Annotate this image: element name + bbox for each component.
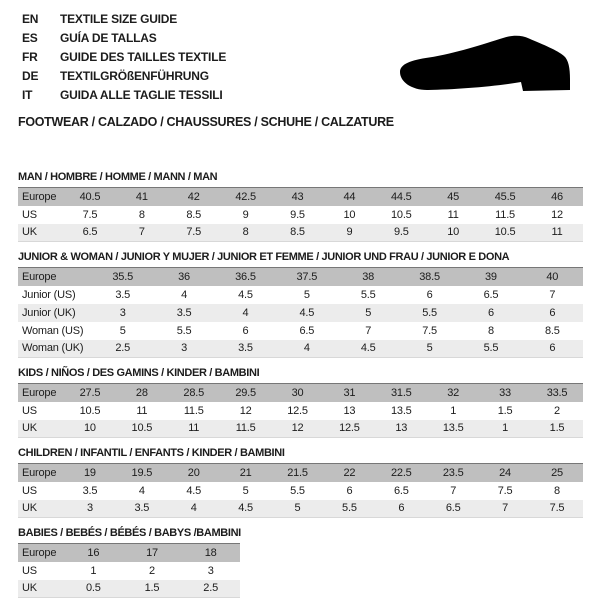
size-table bbox=[18, 543, 240, 598]
size-row-woman-uk bbox=[18, 340, 583, 358]
row-label: Woman (UK) bbox=[22, 342, 84, 355]
size-cell: 25 bbox=[551, 466, 563, 479]
size-cell: 5 bbox=[426, 342, 433, 355]
row-label: Europe bbox=[22, 386, 57, 399]
section-title: MAN / HOMBRE / HOMME / MANN / MAN bbox=[18, 171, 218, 183]
row-label: Europe bbox=[22, 546, 57, 559]
size-cell: 7 bbox=[549, 288, 556, 301]
size-cell: 4 bbox=[181, 288, 188, 301]
size-cell: 5.5 bbox=[342, 502, 357, 515]
size-cell: 40 bbox=[546, 270, 559, 283]
size-cell: 8 bbox=[138, 208, 145, 221]
language-code: EN bbox=[22, 12, 39, 26]
size-cell: 5 bbox=[365, 306, 372, 319]
size-row-us bbox=[18, 562, 240, 580]
size-cell: 4.5 bbox=[238, 502, 253, 515]
size-section bbox=[18, 367, 600, 438]
size-cell: 7.5 bbox=[82, 208, 98, 221]
size-cell: 7 bbox=[502, 502, 509, 515]
size-cell: 12.5 bbox=[339, 422, 360, 435]
size-cell: 29.5 bbox=[235, 386, 256, 399]
size-cell: 23.5 bbox=[442, 466, 464, 479]
row-label: Europe bbox=[22, 190, 57, 203]
size-cell: 5.5 bbox=[290, 484, 305, 497]
size-row-europe bbox=[18, 464, 583, 482]
size-cell: 9.5 bbox=[290, 208, 305, 221]
size-cell: 44.5 bbox=[390, 190, 412, 203]
size-cell: 35.5 bbox=[112, 270, 133, 283]
row-label: UK bbox=[22, 502, 37, 515]
size-cell: 5.5 bbox=[483, 342, 499, 355]
size-cell: 31.5 bbox=[390, 386, 412, 399]
size-cell: 3.5 bbox=[238, 342, 253, 355]
size-cell: 5 bbox=[294, 502, 301, 515]
size-cell: 3.5 bbox=[176, 306, 192, 319]
size-cell: 10.5 bbox=[79, 404, 101, 417]
size-cell: 8 bbox=[487, 324, 494, 337]
size-cell: 19.5 bbox=[131, 466, 153, 479]
size-cell: 33 bbox=[499, 386, 511, 399]
size-cell: 4 bbox=[242, 306, 249, 319]
size-table bbox=[18, 187, 583, 242]
size-row-europe bbox=[18, 188, 583, 206]
size-row-europe bbox=[18, 544, 240, 562]
size-cell: 27.5 bbox=[79, 386, 101, 399]
size-cell: 1.5 bbox=[144, 582, 160, 595]
row-label: UK bbox=[22, 226, 37, 239]
size-cell: 10.5 bbox=[131, 422, 153, 435]
language-code: DE bbox=[22, 69, 39, 83]
size-cell: 36.5 bbox=[235, 270, 256, 283]
size-cell: 3.5 bbox=[82, 484, 98, 497]
size-row-us bbox=[18, 482, 583, 500]
section-title: JUNIOR & WOMAN / JUNIOR Y MUJER / JUNIOR ET FEMME / JUNIOR UND FRAU / JUNIOR E DONA bbox=[18, 251, 510, 263]
size-cell: 20 bbox=[187, 466, 200, 479]
size-cell: 7 bbox=[450, 484, 457, 497]
row-label: Woman (US) bbox=[22, 324, 84, 337]
row-label: UK bbox=[22, 582, 37, 595]
size-cell: 5.5 bbox=[176, 324, 192, 337]
size-cell: 16 bbox=[87, 546, 100, 559]
section-title: BABIES / BEBÉS / BÉBÉS / BABYS /BAMBINI bbox=[18, 527, 241, 539]
size-cell: 30 bbox=[291, 386, 304, 399]
size-cell: 6 bbox=[426, 288, 433, 301]
size-cell: 6.5 bbox=[483, 288, 499, 301]
size-cell: 9 bbox=[242, 208, 249, 221]
size-cell: 4 bbox=[303, 342, 310, 355]
section-title: KIDS / NIÑOS / DES GAMINS / KINDER / BAMBINI bbox=[18, 367, 260, 379]
size-cell: 1 bbox=[90, 564, 97, 577]
size-row-europe bbox=[18, 384, 583, 402]
language-title: GUIDA ALLE TAGLIE TESSILI bbox=[60, 88, 223, 102]
row-label: Junior (US) bbox=[22, 288, 76, 301]
size-row-uk bbox=[18, 580, 240, 598]
row-label: US bbox=[22, 564, 37, 577]
size-cell: 3 bbox=[207, 564, 214, 577]
size-cell: 1 bbox=[502, 422, 509, 435]
size-cell: 45 bbox=[447, 190, 460, 203]
size-cell: 28.5 bbox=[183, 386, 205, 399]
size-cell: 6 bbox=[346, 484, 353, 497]
size-cell: 13 bbox=[395, 422, 408, 435]
size-cell: 7 bbox=[365, 324, 372, 337]
size-cell: 8.5 bbox=[186, 208, 202, 221]
size-cell: 10.5 bbox=[494, 226, 516, 239]
size-row-us bbox=[18, 402, 583, 420]
size-cell: 12 bbox=[291, 422, 304, 435]
size-cell: 5 bbox=[303, 288, 310, 301]
size-cell: 11.5 bbox=[235, 422, 256, 435]
size-cell: 4.5 bbox=[299, 306, 315, 319]
size-cell: 6.5 bbox=[299, 324, 315, 337]
size-cell: 0.5 bbox=[85, 582, 101, 595]
size-cell: 24 bbox=[499, 466, 511, 479]
size-table bbox=[18, 267, 583, 358]
size-cell: 38.5 bbox=[419, 270, 440, 283]
size-cell: 22 bbox=[343, 466, 356, 479]
size-cell: 39 bbox=[485, 270, 497, 283]
size-section bbox=[18, 171, 600, 242]
size-cell: 10 bbox=[84, 422, 96, 435]
size-cell: 9.5 bbox=[393, 226, 409, 239]
size-cell: 8 bbox=[242, 226, 249, 239]
size-cell: 12.5 bbox=[287, 404, 308, 417]
shoe-icon bbox=[398, 35, 572, 93]
size-cell: 7.5 bbox=[497, 484, 513, 497]
size-cell: 19 bbox=[84, 466, 96, 479]
size-cell: 7.5 bbox=[549, 502, 565, 515]
row-label: US bbox=[22, 404, 37, 417]
language-code: FR bbox=[22, 50, 38, 64]
size-cell: 33.5 bbox=[546, 386, 568, 399]
size-cell: 2 bbox=[149, 564, 155, 577]
size-cell: 10 bbox=[343, 208, 356, 221]
size-cell: 38 bbox=[362, 270, 375, 283]
row-label: US bbox=[22, 484, 37, 497]
size-row-junior-us bbox=[18, 286, 583, 304]
size-cell: 17 bbox=[146, 546, 158, 559]
size-cell: 11 bbox=[551, 226, 563, 239]
size-row-woman-us bbox=[18, 322, 583, 340]
size-cell: 11 bbox=[188, 422, 200, 435]
size-cell: 6.5 bbox=[82, 226, 98, 239]
size-cell: 11.5 bbox=[183, 404, 204, 417]
size-section bbox=[18, 527, 600, 598]
category-line: FOOTWEAR / CALZADO / CHAUSSURES / SCHUHE / CALZATURE bbox=[18, 115, 394, 129]
size-cell: 11 bbox=[136, 404, 148, 417]
language-title: TEXTILGRÖßENFÜHRUNG bbox=[60, 69, 209, 83]
size-cell: 6.5 bbox=[393, 484, 409, 497]
language-title: TEXTILE SIZE GUIDE bbox=[60, 12, 178, 26]
size-cell: 10 bbox=[447, 226, 460, 239]
row-label: Europe bbox=[22, 466, 57, 479]
size-cell: 4 bbox=[190, 502, 197, 515]
size-cell: 31 bbox=[343, 386, 356, 399]
size-cell: 1 bbox=[450, 404, 457, 417]
size-cell: 41 bbox=[135, 190, 148, 203]
size-cell: 13 bbox=[343, 404, 356, 417]
size-cell: 42.5 bbox=[235, 190, 256, 203]
size-row-junior-uk bbox=[18, 304, 583, 322]
size-row-us bbox=[18, 206, 583, 224]
size-cell: 2.5 bbox=[203, 582, 218, 595]
size-cell: 8.5 bbox=[544, 324, 560, 337]
size-section bbox=[18, 251, 600, 358]
size-cell: 44 bbox=[343, 190, 356, 203]
size-row-uk bbox=[18, 500, 583, 518]
size-cell: 6 bbox=[487, 306, 494, 319]
size-cell: 2 bbox=[554, 404, 560, 417]
size-cell: 5 bbox=[119, 324, 126, 337]
size-cell: 6 bbox=[242, 324, 249, 337]
size-cell: 3 bbox=[119, 306, 126, 319]
language-title: GUÍA DE TALLAS bbox=[60, 31, 157, 45]
size-cell: 6 bbox=[549, 342, 556, 355]
size-cell: 12 bbox=[551, 208, 563, 221]
size-cell: 2.5 bbox=[115, 342, 131, 355]
size-cell: 3 bbox=[181, 342, 188, 355]
size-cell: 36 bbox=[178, 270, 190, 283]
size-cell: 22.5 bbox=[390, 466, 412, 479]
size-cell: 40.5 bbox=[79, 190, 101, 203]
size-cell: 11.5 bbox=[495, 208, 515, 221]
size-section bbox=[18, 447, 600, 518]
size-cell: 32 bbox=[447, 386, 460, 399]
size-cell: 4.5 bbox=[360, 342, 376, 355]
size-cell: 6 bbox=[549, 306, 556, 319]
size-cell: 13.5 bbox=[390, 404, 412, 417]
row-label: Europe bbox=[22, 270, 57, 283]
size-cell: 7.5 bbox=[186, 226, 202, 239]
size-cell: 13.5 bbox=[442, 422, 464, 435]
size-table bbox=[18, 463, 583, 518]
size-row-uk bbox=[18, 420, 583, 438]
size-sections bbox=[18, 171, 600, 598]
size-cell: 1.5 bbox=[549, 422, 565, 435]
size-cell: 18 bbox=[204, 546, 217, 559]
size-cell: 5 bbox=[242, 484, 249, 497]
size-table bbox=[18, 383, 583, 438]
language-row-en bbox=[22, 10, 600, 29]
size-cell: 11 bbox=[447, 208, 459, 221]
size-cell: 7.5 bbox=[422, 324, 437, 337]
size-cell: 5.5 bbox=[360, 288, 376, 301]
size-cell: 28 bbox=[135, 386, 148, 399]
size-cell: 4 bbox=[138, 484, 145, 497]
size-cell: 1.5 bbox=[497, 404, 513, 417]
size-row-europe bbox=[18, 268, 583, 286]
size-cell: 6.5 bbox=[445, 502, 461, 515]
size-cell: 4.5 bbox=[186, 484, 202, 497]
size-cell: 5.5 bbox=[422, 306, 437, 319]
size-cell: 4.5 bbox=[238, 288, 253, 301]
row-label: US bbox=[22, 208, 37, 221]
size-cell: 45.5 bbox=[494, 190, 516, 203]
row-label: UK bbox=[22, 422, 37, 435]
size-cell: 10.5 bbox=[390, 208, 412, 221]
size-cell: 7 bbox=[138, 226, 145, 239]
size-cell: 12 bbox=[239, 404, 252, 417]
size-cell: 3.5 bbox=[115, 288, 131, 301]
language-code: IT bbox=[22, 88, 33, 102]
section-title: CHILDREN / INFANTIL / ENFANTS / KINDER / BAMBINI bbox=[18, 447, 285, 459]
language-code: ES bbox=[22, 31, 38, 45]
size-cell: 3.5 bbox=[134, 502, 150, 515]
size-cell: 3 bbox=[86, 502, 93, 515]
size-cell: 21.5 bbox=[287, 466, 308, 479]
size-cell: 8.5 bbox=[290, 226, 305, 239]
size-cell: 9 bbox=[346, 226, 353, 239]
size-cell: 42 bbox=[187, 190, 200, 203]
size-cell: 43 bbox=[291, 190, 304, 203]
size-cell: 6 bbox=[398, 502, 405, 515]
size-cell: 8 bbox=[554, 484, 560, 497]
size-cell: 21 bbox=[239, 466, 252, 479]
size-cell: 46 bbox=[551, 190, 563, 203]
size-row-uk bbox=[18, 224, 583, 242]
row-label: Junior (UK) bbox=[22, 306, 76, 319]
size-cell: 37.5 bbox=[296, 270, 318, 283]
language-title: GUIDE DES TAILLES TEXTILE bbox=[60, 50, 227, 64]
